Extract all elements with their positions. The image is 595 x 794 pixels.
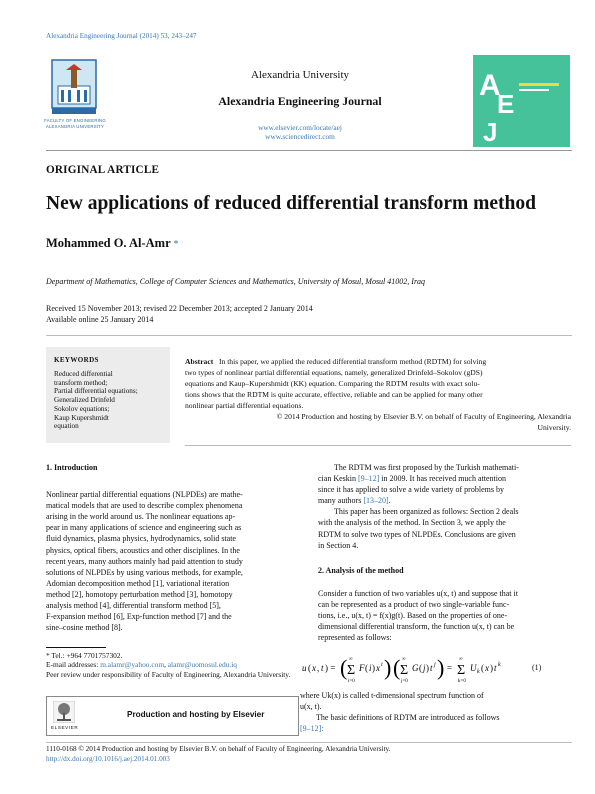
svg-text:J: J	[483, 117, 498, 147]
affiliation: Department of Mathematics, College of Computer Sciences and Mathematics, University of Mosul, Mosul 41002, Iraq	[46, 277, 426, 286]
section-label: ORIGINAL ARTICLE	[46, 164, 160, 176]
abstract-divider	[185, 445, 571, 446]
svg-text:t: t	[430, 663, 433, 673]
svg-text:(: (	[308, 663, 311, 673]
keyword-item: Reduced differential	[54, 370, 113, 378]
svg-text:k=0: k=0	[458, 679, 466, 684]
svg-text:j: j	[423, 663, 426, 673]
svg-text:): )	[384, 655, 392, 680]
body-line: u(x, t).	[300, 702, 322, 712]
svg-text:∞: ∞	[349, 657, 353, 662]
body-line: where Uk(x) is called t-dimensional spectrum function of	[300, 691, 484, 700]
svg-text:): )	[490, 663, 493, 673]
svg-text:,: ,	[317, 663, 320, 673]
body-line: many authors [13–20].	[318, 496, 391, 506]
svg-text:∞: ∞	[402, 657, 406, 662]
keyword-item: Sokolov equations;	[54, 404, 110, 413]
body-line: in Section 4.	[318, 540, 359, 550]
university-name: Alexandria University	[250, 69, 350, 81]
body-line: arising in the world around us. The nonlinear equations ap-	[46, 512, 236, 522]
svg-text:Σ: Σ	[400, 663, 409, 678]
svg-text:k: k	[498, 662, 501, 668]
body-line: fluid dynamics, plasma physics, hydrodynamics, solid state	[46, 534, 236, 544]
email-link[interactable]: alamr@uomosul.edu.iq	[167, 660, 237, 669]
citation-link[interactable]: [13–20]	[363, 496, 389, 506]
abstract-line: In this paper, we applied the reduced differential transform method (RDTM) for solving	[218, 357, 487, 366]
body-line: The basic definitions of RDTM are introduced as follows	[316, 713, 500, 723]
elsevier-tree-icon	[53, 701, 75, 723]
keywords-box	[46, 347, 170, 443]
svg-text:): )	[437, 655, 445, 680]
keyword-item: Partial differential equations;	[54, 387, 138, 396]
article-dates	[46, 303, 313, 325]
copyright-line: University.	[537, 423, 571, 432]
body-line: since it has applied to solve a wide variety of problems by	[318, 485, 504, 495]
body-line: physics, optical fibers, acoustics and other disciplines. In the	[46, 545, 240, 555]
svg-text:t: t	[494, 663, 497, 673]
body-line: method [2], homotopy perturbation method [3], homotopy	[46, 589, 233, 599]
faculty-logo-text: FACULTY OF ENGINEERING ALEXANDRIA UNIVERSITY	[44, 118, 106, 129]
svg-text:G: G	[412, 663, 419, 673]
journal-cover-image	[473, 55, 570, 147]
abstract	[185, 356, 571, 411]
svg-text:A: A	[479, 69, 501, 102]
svg-text:(: (	[419, 663, 422, 673]
svg-text:) =: ) =	[325, 663, 336, 673]
keyword-item: equation	[54, 422, 79, 431]
elsevier-text: Production and hosting by Elsevier	[127, 710, 265, 719]
footnote-email: E-mail addresses: m.alamr@yahoo.com, alamr@uomosul.edu.iq	[46, 660, 237, 669]
citation-link[interactable]: [9–12]:	[300, 724, 324, 734]
body-line: The RDTM was first proposed by the Turkish mathemati-	[334, 463, 519, 472]
footnote-peer-review: Peer review under responsibility of Faculty of Engineering, Alexandria University.	[46, 670, 291, 679]
svg-text:E: E	[497, 89, 515, 119]
abstract-line: equations and Kaup–Kupershmidt (KK) equation. Comparing the RDTM results with exact solu-	[185, 379, 480, 388]
right-column	[318, 462, 572, 643]
abstract-copyright	[185, 411, 571, 433]
svg-text:Σ: Σ	[457, 663, 466, 678]
footnote-tel: * Tel.: +964 7701757302.	[46, 651, 123, 660]
keyword-item: transform method;	[54, 378, 108, 387]
elsevier-caption: ELSEVIER	[51, 725, 79, 730]
svg-text:j=0: j=0	[401, 679, 408, 684]
body-line: F-expansion method [6], Exp-function method [7] and the	[46, 612, 232, 622]
body-line: recent years, many authors mainly had paid attention to study	[46, 556, 243, 566]
body-line: sine–cosine method [8].	[46, 623, 123, 633]
svg-text:(: (	[340, 655, 348, 680]
body-line: dimensional differential transform, the function u(x, t) can be	[318, 622, 515, 632]
abstract-line: two types of nonlinear partial differential equations, namely, generalized Drinfeld–Sokolov (gDS)	[185, 368, 483, 377]
left-column	[46, 462, 299, 633]
svg-text:x: x	[485, 663, 489, 673]
body-line: can be represented as a product of two single-variable func-	[318, 599, 510, 609]
citation-link[interactable]: [9–12]	[358, 474, 380, 484]
running-header: Alexandria Engineering Journal (2014) 53, 243–247	[46, 32, 197, 40]
svg-text:t: t	[321, 663, 324, 673]
body-line: Nonlinear partial differential equations (NLPDEs) are mathe-	[46, 490, 243, 500]
body-line: matical models that are used to describe complex phenomena	[46, 501, 243, 511]
body-line: analysis method [4], differential transform method [5],	[46, 601, 221, 611]
bottom-divider	[46, 742, 572, 743]
svg-text:u: u	[302, 663, 307, 673]
body-line: represented as follows:	[318, 633, 392, 643]
available-online: Available online 25 January 2014	[46, 315, 154, 324]
keyword-item: Generalized Drinfeld	[54, 396, 115, 405]
received-dates: Received 15 November 2013; revised 22 December 2013; accepted 2 January 2014	[46, 304, 313, 313]
svg-text:Σ: Σ	[347, 663, 356, 678]
svg-text:U: U	[470, 663, 477, 673]
journal-urls	[160, 123, 440, 141]
body-line: RDTM to solve two types of NLPDEs. Conclusions are given	[318, 529, 516, 539]
svg-text:i: i	[369, 663, 372, 673]
bottom-copyright: 1110-0168 © 2014 Production and hosting by Elsevier B.V. on behalf of Faculty of Engineering, Alexandria University.	[46, 745, 391, 753]
email-label: E-mail addresses:	[46, 660, 99, 669]
keyword-item: Kaup Kupershmidt	[54, 413, 109, 422]
analysis-heading: 2. Analysis of the method	[318, 565, 404, 575]
svg-text:): )	[426, 663, 429, 673]
equation-number: (1)	[532, 663, 542, 672]
faculty-logo	[44, 56, 106, 136]
right-column-continued	[300, 690, 572, 734]
svg-text:(: (	[365, 663, 368, 673]
svg-text:(: (	[481, 663, 484, 673]
keywords-heading: KEYWORDS	[54, 356, 99, 364]
author-name: Mohammed O. Al-Amr	[46, 236, 171, 250]
article-title: New applications of reduced differential transform method	[46, 193, 536, 214]
doi-link[interactable]: http://dx.doi.org/10.1016/j.aej.2014.01.003	[46, 755, 170, 763]
body-line: with the analysis of the method. In Section 3, we apply the	[318, 518, 506, 528]
introduction-heading: 1. Introduction	[46, 463, 98, 472]
body-line: cian Keskin [9–12] in 2009. It has received much attention	[318, 474, 506, 484]
svg-text:=: =	[447, 663, 453, 673]
svg-text:i: i	[381, 662, 383, 668]
elsevier-box	[46, 696, 299, 736]
body-line: Consider a function of two variables u(x, t) and suppose that it	[318, 588, 518, 598]
svg-text:): )	[372, 663, 375, 673]
abstract-line: nonlinear partial differential equations.	[185, 401, 304, 410]
dates-divider	[46, 335, 572, 336]
svg-text:x: x	[376, 663, 380, 673]
abstract-line: tions shows that the RDTM is quite accurate, effective, reliable and can be applied for many other	[185, 390, 483, 399]
body-line: tions, i.e., u(x, t) = f(x)g(t). Based on the properties of one-	[318, 611, 508, 621]
svg-text:i=0: i=0	[348, 679, 355, 684]
body-line: This paper has been organized as follows: Section 2 deals	[334, 507, 519, 517]
body-line: pear in many applications of science and engineering such as	[46, 523, 242, 533]
email-link[interactable]: m.alamr@yahoo.com	[100, 660, 165, 669]
footnote-divider	[46, 647, 106, 648]
author-footnote-marker[interactable]: *	[173, 239, 179, 250]
author-line	[46, 236, 179, 251]
svg-text:(: (	[393, 655, 401, 680]
body-line: solutions of NLPDEs by using various methods, for example,	[46, 567, 243, 577]
svg-text:k: k	[477, 669, 480, 675]
svg-text:F: F	[359, 663, 365, 673]
elsevier-url[interactable]: www.elsevier.com/locate/aej	[258, 123, 342, 132]
copyright-line: © 2014 Production and hosting by Elsevier B.V. on behalf of Faculty of Engineering, Alexandria	[276, 412, 571, 421]
svg-text:∞: ∞	[459, 657, 463, 662]
svg-text:x: x	[312, 663, 316, 673]
journal-name: Alexandria Engineering Journal	[218, 94, 382, 108]
svg-text:j: j	[434, 662, 436, 668]
header-divider	[46, 150, 572, 151]
abstract-label: Abstract	[185, 357, 214, 366]
body-line: Adomian decomposition method [1], variational iteration	[46, 578, 230, 588]
sciencedirect-url[interactable]: www.sciencedirect.com	[265, 132, 335, 141]
